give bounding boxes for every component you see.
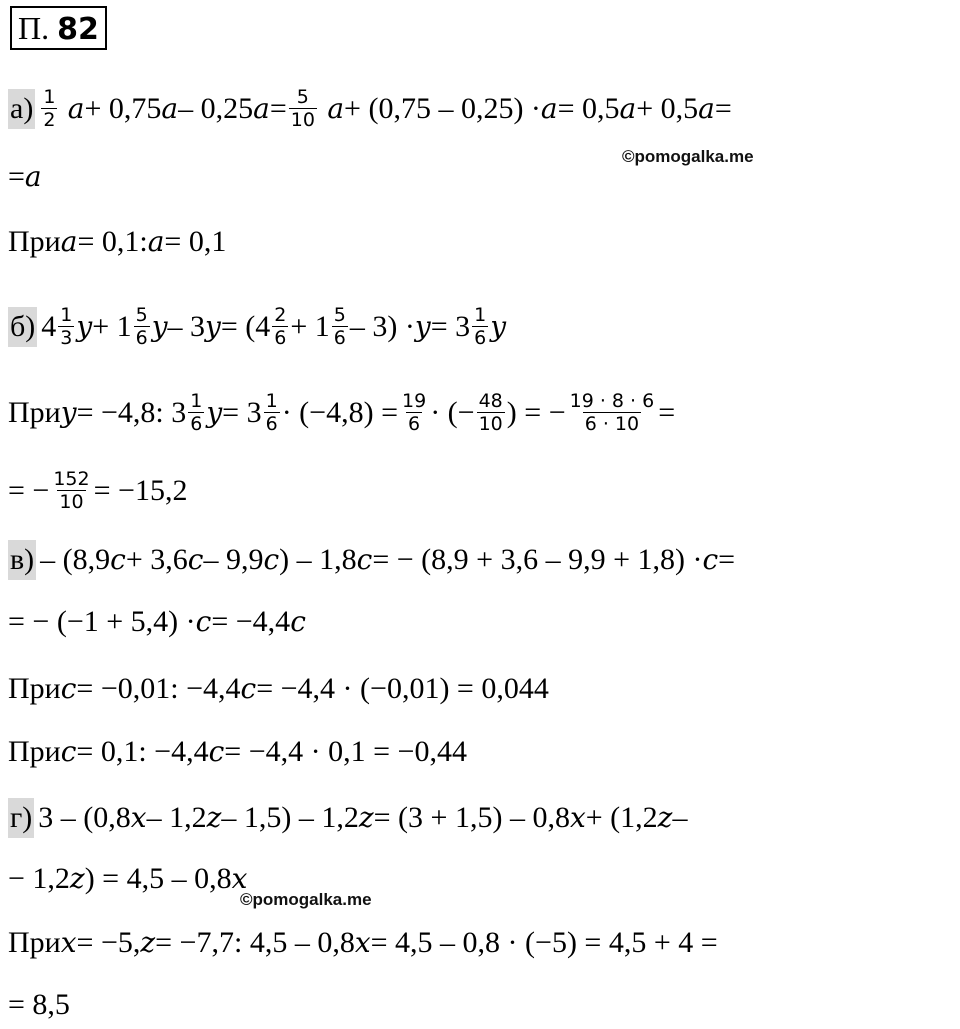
label-g: г) [8, 798, 34, 838]
text: – 1,2 [146, 801, 207, 834]
denominator: 6 [333, 327, 346, 349]
text: При [8, 926, 61, 959]
text: = 0,5 [557, 91, 620, 125]
denominator: 6 [190, 413, 203, 435]
line-a3 [8, 225, 226, 259]
fraction-half [41, 86, 57, 131]
text: = [269, 91, 287, 125]
fraction-forty-eight-tenths [477, 390, 505, 435]
watermark: ©pomogalka.me [240, 890, 372, 909]
var-x: x [130, 801, 147, 834]
numerator: 19 [402, 390, 427, 412]
var-x: x [231, 862, 248, 895]
text: = −4,4 · (−0,01) = 0,044 [256, 672, 549, 705]
denominator: 6 [474, 327, 487, 349]
var-z: z [69, 862, 85, 895]
problem-number [10, 6, 107, 50]
var-a: a [253, 91, 270, 125]
text: = [718, 543, 736, 576]
denominator: 6 [274, 327, 287, 349]
var-y: y [205, 309, 221, 343]
text: При [8, 735, 61, 768]
text: = (3 + 1,5) – 0,8 [373, 801, 570, 834]
text: При [8, 672, 61, 705]
numerator: 5 [135, 304, 148, 326]
line-v2 [8, 605, 306, 639]
line-a1 [8, 86, 732, 131]
watermark: ©pomogalka.me [622, 147, 754, 166]
numerator: 152 [53, 468, 90, 490]
var-z: z [657, 801, 673, 834]
var-y: y [414, 309, 431, 343]
var-z: z [140, 926, 156, 959]
text: = 3 [430, 309, 471, 343]
text: = 4,5 – 0,8 · (−5) = 4,5 + 4 = [370, 926, 718, 959]
text: = −4,8: 3 [76, 395, 187, 429]
text: = −15,2 [93, 473, 188, 507]
var-z: z [358, 801, 374, 834]
text: ) – 1,8 [279, 543, 357, 576]
problem-number-value: 82 [57, 12, 99, 47]
label-a: а) [8, 89, 35, 129]
text: = 0,1 [164, 225, 227, 258]
line-g2 [8, 862, 247, 896]
text: · (− [430, 395, 475, 429]
denominator: 10 [290, 109, 315, 131]
numerator: 5 [296, 86, 309, 108]
var-a: a [698, 91, 715, 125]
line-g1 [8, 798, 687, 838]
text: – [672, 801, 688, 834]
text: 4 [41, 309, 57, 343]
denominator: 3 [60, 327, 73, 349]
text: = −0,01: −4,4 [76, 672, 241, 705]
line-v3 [8, 672, 549, 706]
var-x: x [60, 926, 77, 959]
denominator: 6 · 10 [584, 413, 640, 435]
fraction-five-sixths [134, 304, 150, 349]
line-b1 [8, 304, 506, 349]
var-c: c [356, 543, 373, 576]
text: + 3,6 [125, 543, 188, 576]
var-y: y [151, 309, 168, 343]
var-c: c [290, 605, 306, 638]
var-y: y [60, 395, 77, 429]
fraction-152-10 [51, 468, 91, 513]
numerator: 1 [43, 86, 56, 108]
text: ) = − [506, 395, 566, 429]
fraction-two-sixths [272, 304, 288, 349]
var-c: c [187, 543, 204, 576]
text: = [658, 395, 676, 429]
var-c: c [60, 672, 77, 705]
text: – 0,25 [178, 91, 254, 125]
text: = −7,7: 4,5 – 0,8 [155, 926, 355, 959]
text: + (1,2 [585, 801, 658, 834]
text: = 0,1: [77, 225, 148, 258]
denominator: 6 [408, 413, 421, 435]
var-c: c [702, 543, 719, 576]
var-c: c [110, 543, 126, 576]
text: – 1,5) – 1,2 [221, 801, 359, 834]
text: + 0,75 [84, 91, 162, 125]
var-a: a [619, 91, 637, 125]
problem-prefix: П. [18, 10, 50, 46]
text: – 9,9 [203, 543, 264, 576]
text: = [8, 160, 25, 193]
numerator: 1 [474, 304, 487, 326]
numerator: 1 [265, 390, 278, 412]
line-b3 [8, 468, 187, 513]
text: + (0,75 – 0,25) · [344, 91, 541, 125]
line-b2 [8, 390, 675, 435]
var-x: x [569, 801, 586, 834]
text: = − (−1 + 5,4) · [8, 605, 196, 638]
denominator: 6 [135, 327, 148, 349]
fraction-one-sixth [264, 390, 280, 435]
text: = 0,1: −4,4 [76, 735, 209, 768]
var-a: a [161, 91, 179, 125]
fraction-product [568, 390, 657, 435]
var-c: c [240, 672, 257, 705]
text: = − (8,9 + 3,6 – 9,9 + 1,8) · [372, 543, 703, 576]
text: = 8,5 [8, 988, 70, 1021]
line-g3 [8, 926, 718, 960]
text: = −4,4 [211, 605, 291, 638]
var-a: a [540, 91, 558, 125]
text: 3 – (0,8 [38, 801, 131, 834]
text: При [8, 225, 61, 258]
fraction-five-tenths [289, 86, 317, 131]
denominator: 10 [478, 413, 503, 435]
text: = [714, 91, 732, 125]
text: = 3 [222, 395, 262, 429]
text: = −5, [76, 926, 141, 959]
var-z: z [206, 801, 222, 834]
fraction-five-sixths [332, 304, 348, 349]
fraction-one-sixth [472, 304, 488, 349]
label-v: в) [8, 540, 36, 580]
line-v4 [8, 735, 467, 769]
var-c: c [60, 735, 77, 768]
denominator: 10 [59, 491, 84, 513]
numerator: 2 [274, 304, 287, 326]
fraction-nineteen-sixths [400, 390, 428, 435]
denominator: 6 [265, 413, 278, 435]
denominator: 2 [43, 109, 56, 131]
text: При [8, 395, 61, 429]
numerator: 19 · 8 · 6 [569, 390, 655, 412]
var-a: a [60, 225, 78, 258]
text: – 3) · [349, 309, 415, 343]
var-a: a [147, 225, 165, 258]
numerator: 1 [60, 304, 73, 326]
text: = − [8, 473, 50, 507]
numerator: 48 [478, 390, 503, 412]
var-y: y [76, 309, 93, 343]
label-b: б) [8, 307, 37, 347]
var-c: c [208, 735, 225, 768]
var-x: x [354, 926, 371, 959]
text: ) = 4,5 – 0,8 [84, 862, 232, 895]
var-a: a [327, 91, 345, 125]
text: + 1 [92, 309, 132, 343]
line-a2 [8, 160, 42, 194]
text: = −4,4 · 0,1 = −0,44 [224, 735, 467, 768]
text: = (4 [220, 309, 271, 343]
var-c: c [195, 605, 212, 638]
text: · (−4,8) = [281, 395, 398, 429]
numerator: 5 [333, 304, 346, 326]
var-a: a [67, 91, 85, 125]
var-a: a [24, 160, 42, 193]
var-c: c [263, 543, 280, 576]
text: – (8,9 [40, 543, 111, 576]
var-y: y [206, 395, 223, 429]
fraction-one-third [58, 304, 74, 349]
fraction-one-sixth [188, 390, 204, 435]
text: − 1,2 [8, 862, 70, 895]
numerator: 1 [190, 390, 203, 412]
text: + 0,5 [636, 91, 699, 125]
var-y: y [490, 309, 507, 343]
text: + 1 [290, 309, 330, 343]
text: – 3 [167, 309, 206, 343]
line-v1 [8, 540, 735, 580]
line-g4 [8, 988, 70, 1022]
